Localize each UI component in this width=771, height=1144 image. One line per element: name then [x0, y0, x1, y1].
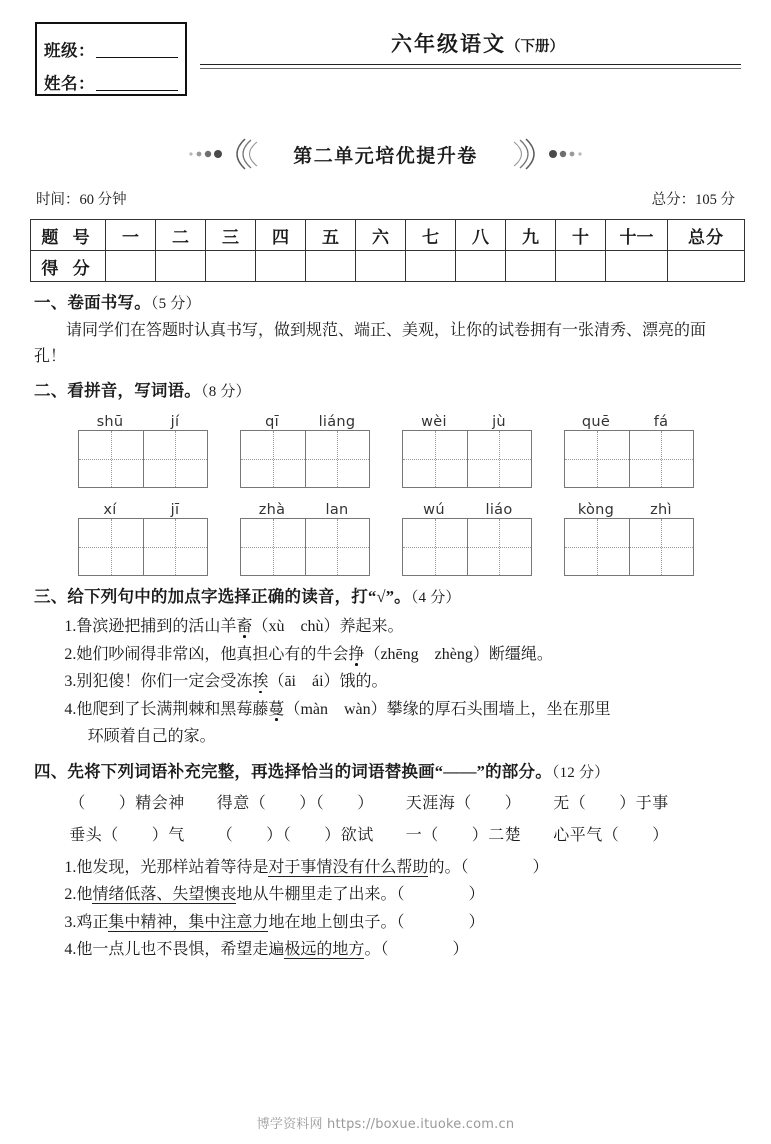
section-3 [30, 585, 741, 750]
replace-question-list [34, 854, 737, 964]
section-1 [30, 291, 741, 370]
score-col-6: 六 [356, 220, 406, 251]
tianzi-box[interactable] [629, 431, 693, 487]
section-4-heading [34, 760, 737, 785]
tianzi-box[interactable] [403, 519, 467, 575]
question-number: 2. [64, 645, 77, 663]
tianzi-box[interactable] [79, 431, 143, 487]
score-col-2: 二 [156, 220, 206, 251]
pinyin-text-2 [240, 409, 370, 430]
section-4 [30, 760, 741, 964]
question-number: 4. [64, 941, 77, 959]
site-watermark: 博学资料网 https://boxue.ituoke.com.cn [256, 1117, 515, 1132]
pinyin-options[interactable]: （zhēng zhèng） [364, 645, 489, 663]
score-cell-4[interactable] [256, 251, 306, 282]
score-cell-11[interactable] [606, 251, 668, 282]
pinyin-syllable: zhà [258, 502, 286, 519]
pinyin-options[interactable]: （xù chù） [252, 618, 340, 636]
pinyin-cell-7 [402, 497, 532, 576]
question-text-pre: 鲁滨逊把捕到的活山羊 [76, 618, 237, 636]
question-answer-blank[interactable]: 地从牛棚里走了出来。（ ） [236, 886, 485, 904]
score-col-10: 十 [556, 220, 606, 251]
name-input-line[interactable] [96, 89, 178, 91]
name-label: 姓名： [44, 74, 95, 93]
score-col-1: 一 [106, 220, 156, 251]
idiom-fill-grid [34, 788, 737, 850]
score-cell-8[interactable] [456, 251, 506, 282]
idiom-blank-2[interactable]: 得意（ ）（ ） [216, 795, 374, 813]
question-answer-blank[interactable]: 地在地上刨虫子。（ ） [268, 913, 485, 931]
list-item [34, 668, 737, 696]
score-cell-6[interactable] [356, 251, 406, 282]
tianzi-box[interactable] [403, 431, 467, 487]
tianzi-box[interactable] [143, 431, 207, 487]
score-cell-7[interactable] [406, 251, 456, 282]
table-row-question-numbers [31, 220, 745, 251]
pinyin-text-1 [78, 409, 208, 430]
score-col-5: 五 [306, 220, 356, 251]
list-item [34, 936, 737, 964]
pinyin-syllable: lan [325, 502, 349, 519]
tianzi-box[interactable] [79, 519, 143, 575]
exam-duration: 时间：60 分钟 [36, 192, 127, 208]
tianzige-2 [240, 430, 370, 488]
exam-page [0, 22, 771, 1144]
pinyin-syllable: jù [492, 414, 506, 431]
pinyin-cell-1 [78, 409, 208, 488]
dotted-char: 蔓 [268, 700, 285, 718]
question-text-pre: 他爬到了长满荆棘和黑莓藤 [76, 700, 269, 718]
pinyin-cell-2 [240, 409, 370, 488]
exam-name: 第二单元培优提升卷 [293, 145, 478, 167]
tianzi-box[interactable] [565, 431, 629, 487]
score-cell-10[interactable] [556, 251, 606, 282]
question-text-pre: 他 [76, 886, 93, 904]
idiom-blank-3[interactable]: 天涯海（ ） [405, 795, 522, 813]
idiom-blank-1[interactable]: （ ）精会神 [69, 795, 185, 813]
question-text-post: 断缰绳。 [488, 645, 553, 663]
score-col-9: 九 [506, 220, 556, 251]
score-cell-2[interactable] [156, 251, 206, 282]
list-item [34, 613, 737, 641]
pinyin-syllable: jí [170, 414, 180, 431]
pinyin-syllable: liáng [318, 414, 356, 431]
tianzige-1 [78, 430, 208, 488]
score-cell-3[interactable] [206, 251, 256, 282]
tianzi-box[interactable] [565, 519, 629, 575]
pinyin-syllable: wú [423, 502, 445, 519]
underlined-phrase: 极远的地方 [284, 941, 365, 959]
section-1-title: 一、卷面书写。 [34, 293, 151, 312]
idiom-blank-4[interactable]: 无（ ）于事 [553, 795, 669, 813]
pinyin-row-1 [34, 409, 737, 488]
class-label: 班级： [44, 41, 95, 60]
right-ornament-icon [512, 137, 586, 171]
pinyin-text-4 [564, 409, 694, 430]
tianzi-box[interactable] [305, 431, 369, 487]
list-item [34, 641, 737, 669]
page-header [30, 22, 741, 114]
section-4-title: 四、先将下列词语补充完整，再选择恰当的词语替换画“——”的部分。 [34, 761, 552, 781]
exam-meta-line [30, 188, 741, 209]
section-2-title: 二、看拼音，写词语。 [34, 380, 201, 400]
question-number: 4. [64, 700, 77, 718]
question-text-pre: 他一点儿也不畏惧，希望走遍 [76, 941, 285, 959]
score-col-8: 八 [456, 220, 506, 251]
score-cell-9[interactable] [506, 251, 556, 282]
section-3-title: 三、给下列句中的加点字选择正确的读音，打“√”。 [34, 587, 411, 607]
pinyin-syllable: xí [103, 502, 117, 519]
section-3-points: （4 分） [410, 590, 461, 607]
section-2 [30, 379, 741, 577]
tianzi-box[interactable] [467, 519, 531, 575]
section-2-heading [34, 379, 737, 404]
idiom-blank-6[interactable]: （ ）（ ）欲试 [216, 826, 374, 844]
section-2-points: （8 分） [201, 383, 251, 400]
left-ornament-icon [185, 137, 259, 171]
tianzi-box[interactable] [629, 519, 693, 575]
section-3-heading [34, 585, 737, 610]
pinyin-syllable: liáo [485, 502, 513, 519]
list-item [34, 696, 737, 751]
score-cell-1[interactable] [106, 251, 156, 282]
pinyin-cell-6 [240, 497, 370, 576]
tianzige-5 [78, 518, 208, 576]
list-item [34, 909, 737, 937]
pinyin-options[interactable]: （màn wàn） [284, 700, 387, 718]
idiom-row-2 [34, 820, 737, 851]
score-table [30, 219, 745, 282]
pinyin-writing-grid [34, 409, 737, 576]
idiom-blank-5[interactable]: 垂头（ ）气 [69, 826, 185, 844]
score-table-row-label-1: 题 号 [31, 220, 106, 251]
pinyin-syllable: shū [96, 414, 124, 431]
class-input-line[interactable] [96, 56, 178, 58]
subject-title: 六年级语文 [391, 32, 506, 56]
underlined-phrase: 情绪低落、失望懊丧 [92, 886, 237, 904]
pinyin-syllable: zhì [650, 502, 672, 519]
idiom-row-1 [34, 788, 737, 819]
pinyin-text-3 [402, 409, 532, 430]
question-text-post: 攀缘的厚石头围墙上，坐在那里 [386, 700, 611, 718]
score-table-row-label-2: 得 分 [31, 251, 106, 282]
tianzi-box[interactable] [305, 519, 369, 575]
list-item [34, 854, 737, 882]
question-text-pre: 别犯傻！你们一定会受冻 [76, 673, 253, 691]
pinyin-cell-8 [564, 497, 694, 576]
title-divider [200, 64, 741, 69]
volume-label: （下册） [506, 39, 564, 55]
tianzige-7 [402, 518, 532, 576]
pinyin-text-7 [402, 497, 532, 518]
tianzige-4 [564, 430, 694, 488]
title-block [200, 28, 741, 69]
section-1-points: （5 分） [150, 296, 201, 312]
question-text-post: 养起来。 [339, 618, 404, 636]
pinyin-cell-5 [78, 497, 208, 576]
pinyin-syllable: qī [265, 414, 279, 431]
pinyin-text-8 [564, 497, 694, 518]
tianzi-box[interactable] [467, 431, 531, 487]
dotted-char: 挨 [252, 673, 269, 691]
exam-name-banner [30, 134, 741, 174]
tianzige-8 [564, 518, 694, 576]
question-number: 2. [64, 886, 77, 904]
dotted-char: 畜 [236, 618, 253, 636]
question-number: 3. [64, 673, 77, 691]
tianzi-box[interactable] [241, 431, 305, 487]
question-text-pre: 鸡正 [76, 913, 109, 931]
name-field-row [44, 61, 178, 94]
underlined-phrase: 集中精神，集中注意力 [108, 913, 269, 931]
idiom-blank-8[interactable]: 心平气（ ） [553, 826, 669, 844]
question-text-post: 饿的。 [339, 673, 388, 691]
question-text-continued: 环顾着自己的家。 [87, 728, 216, 746]
score-col-3: 三 [206, 220, 256, 251]
question-answer-blank[interactable]: 的。（ ） [428, 858, 549, 876]
dotted-char: 挣 [348, 645, 365, 663]
pinyin-text-5 [78, 497, 208, 518]
section-1-body: 请同学们在答题时认真书写，做到规范、端正、美观，让你的试卷拥有一张清秀、漂亮的面孔！ [34, 321, 707, 365]
pinyin-row-2 [34, 497, 737, 576]
list-item [34, 881, 737, 909]
pinyin-syllable: quē [581, 414, 611, 431]
question-number: 3. [64, 913, 77, 931]
section-4-points: （12 分） [551, 764, 610, 781]
tianzige-3 [402, 430, 532, 488]
underlined-phrase: 对于事情没有什么帮助 [268, 858, 429, 876]
exam-total-points: 总分：105 分 [651, 192, 735, 208]
score-col-4: 四 [256, 220, 306, 251]
question-text-pre: 他发现，光那样站着等待是 [76, 858, 269, 876]
pinyin-cell-3 [402, 409, 532, 488]
question-text-pre: 她们吵闹得非常凶，他真担心有的牛会 [76, 645, 349, 663]
student-info-box [35, 22, 187, 96]
idiom-blank-7[interactable]: 一（ ）二楚 [405, 826, 522, 844]
pinyin-syllable: fá [653, 414, 669, 431]
score-col-7: 七 [406, 220, 456, 251]
pinyin-syllable: kòng [577, 502, 615, 519]
question-number: 1. [64, 618, 77, 636]
score-cell-5[interactable] [306, 251, 356, 282]
tianzi-box[interactable] [241, 519, 305, 575]
pinyin-options[interactable]: （āi ái） [268, 673, 340, 691]
table-row-scores [31, 251, 745, 282]
pinyin-syllable: jī [170, 502, 180, 519]
question-number: 1. [64, 858, 77, 876]
pinyin-cell-4 [564, 409, 694, 488]
page-title [200, 28, 741, 58]
pinyin-syllable: wèi [421, 414, 447, 431]
tianzige-6 [240, 518, 370, 576]
question-answer-blank[interactable]: 。（ ） [364, 941, 469, 959]
score-cell-total[interactable] [668, 251, 745, 282]
score-col-11: 十一 [606, 220, 668, 251]
class-field-row [44, 28, 178, 61]
score-col-total: 总分 [668, 220, 745, 251]
pinyin-text-6 [240, 497, 370, 518]
section-1-heading [34, 291, 737, 316]
tianzi-box[interactable] [143, 519, 207, 575]
pronunciation-question-list [34, 613, 737, 751]
